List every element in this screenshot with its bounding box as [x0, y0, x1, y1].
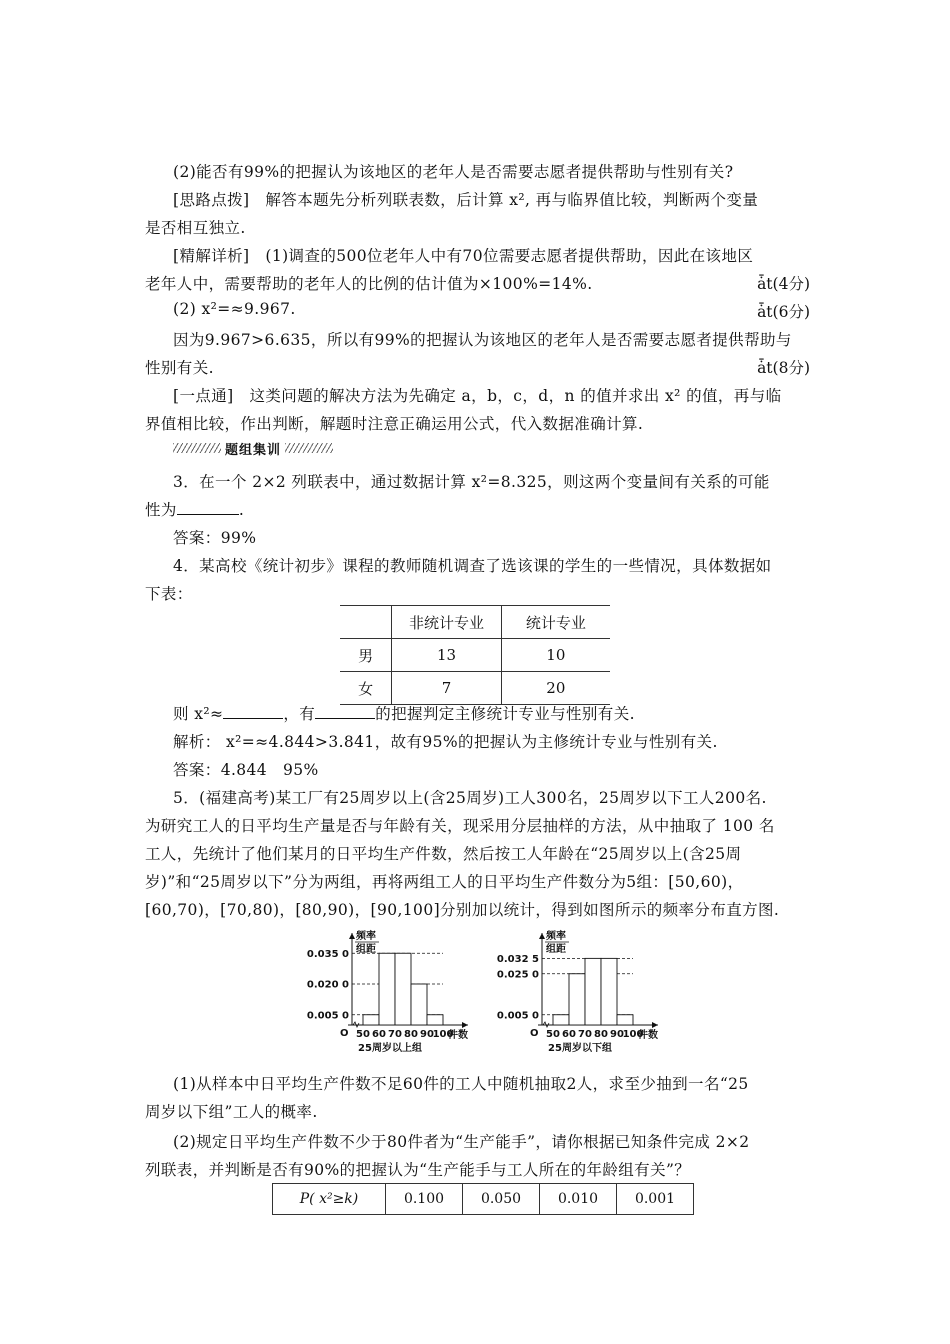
- y-tick-label: 0.025 0: [496, 969, 539, 981]
- hint-line-1: [思路点拨] 解答本题先分析列联表数，后计算 x², 再与临界值比较，判断两个变量: [173, 191, 759, 209]
- table-cell: 7: [392, 672, 501, 705]
- table-cell: 10: [501, 639, 610, 672]
- y-tick-label: 0.032 5: [496, 953, 539, 965]
- sub-question-1-line-1: (1)从样本中日平均生产件数不足60件的工人中随机抽取2人，求至少抽到一名“25: [173, 1075, 749, 1093]
- section-banner: [173, 440, 333, 456]
- table-header: 非统计专业: [392, 606, 501, 639]
- y-axis-label-top: 频率: [356, 931, 376, 942]
- question-3-line-1: 3．在一个 2×2 列联表中，通过数据计算 x²=8.325，则这两个变量间有关系的可能: [173, 473, 770, 491]
- x-tick-label: 50: [356, 1029, 370, 1040]
- question-3-prefix: 性为: [145, 501, 177, 519]
- contingency-table: [340, 605, 610, 705]
- x-tick-label: 60: [372, 1029, 386, 1040]
- histogram-bar: [569, 974, 585, 1025]
- question-4-line-1: 4．某高校《统计初步》课程的教师随机调查了选该课的学生的一些情况，具体数据如: [173, 557, 772, 575]
- question-4-fill-line: [173, 702, 635, 724]
- x-tick-label: 70: [388, 1029, 402, 1040]
- histogram-bar: [617, 1015, 633, 1025]
- question-3-suffix: .: [238, 501, 245, 519]
- table-cell: 男: [340, 639, 392, 672]
- table-cell: 0.010: [540, 1184, 617, 1215]
- table-row: [340, 606, 610, 639]
- sub-question-2-line-1: (2)规定日平均生产件数不少于80件者为“生产能手”，请你根据已知条件完成 2×2: [173, 1133, 750, 1151]
- y-axis-arrow-icon: [349, 933, 355, 939]
- table-cell: 20: [501, 672, 610, 705]
- y-tick-label: 0.005 0: [306, 1010, 349, 1022]
- x-axis-label: 件数: [638, 1030, 658, 1041]
- y-tick-label: 0.035 0: [306, 948, 349, 960]
- x-axis-label: 件数: [448, 1030, 468, 1041]
- banner-title: 题组集训: [225, 442, 282, 458]
- analysis-line-3: (2) x²=≈9.967.: [173, 300, 296, 318]
- x-axis-arrow-icon: [462, 1022, 468, 1028]
- y-axis-arrow-icon: [539, 933, 545, 939]
- question-5-line-4: 岁)”和“25周岁以下”分为两组，再将两组工人的日平均生产件数分为5组：[50,60)，: [145, 873, 744, 891]
- question-5-line-3: 工人，先统计了他们某月的日平均生产件数，然后按工人年龄在“25周岁以上(含25周: [145, 845, 742, 863]
- sub-question-2-line-2: 列联表，并判断是否有90%的把握认为“生产能手与工人所在的年龄组有关”？: [145, 1161, 691, 1179]
- analysis-line-5: 性别有关.: [145, 359, 214, 377]
- question-4-solution: 解析： x²=≈4.844>3.841，故有95%的把握认为主修统计专业与性别有关.: [173, 733, 718, 751]
- question-5-line-2: 为研究工人的日平均生产量是否与年龄有关，现采用分层抽样的方法，从中抽取了 100 名: [145, 817, 775, 835]
- origin-label: O: [340, 1028, 349, 1039]
- y-axis-label-bottom: 组距: [356, 944, 376, 955]
- score-4: ǡt(4分): [757, 275, 810, 293]
- analysis-line-1: [精解详析] (1)调查的500位老年人中有70位需要志愿者提供帮助，因此在该地区: [173, 247, 754, 265]
- histogram-bar: [411, 984, 427, 1025]
- analysis-line-2: 老年人中，需要帮助的老年人的比例的估计值为×100%=14%.: [145, 275, 593, 293]
- table-cell: 0.100: [386, 1184, 463, 1215]
- question-5-line-1: 5．(福建高考)某工厂有25周岁以上(含25周岁)工人300名，25周岁以下工人200名.: [173, 789, 767, 807]
- histogram-bar: [427, 1015, 443, 1025]
- histogram-bar: [553, 1015, 569, 1025]
- question-2-text: (2)能否有99%的把握认为该地区的老年人是否需要志愿者提供帮助与性别有关?: [173, 163, 734, 181]
- table-cell: 13: [392, 639, 501, 672]
- hint-line-2: 是否相互独立.: [145, 219, 246, 237]
- table-row: [273, 1184, 694, 1215]
- histogram-bar: [395, 953, 411, 1025]
- analysis-line-4: 因为9.967>6.635，所以有99%的把握认为该地区的老年人是否需要志愿者提供帮助与: [173, 331, 792, 349]
- x-tick-label: 60: [562, 1029, 576, 1040]
- x-tick-label: 50: [546, 1029, 560, 1040]
- histogram-bar: [585, 958, 601, 1025]
- question-4-line-2: 下表：: [145, 585, 193, 603]
- fill-middle: ，有: [283, 705, 316, 723]
- fill-suffix: 的把握判定主修统计专业与性别有关.: [375, 705, 635, 723]
- answer-blank: [223, 704, 283, 719]
- histogram-bar: [601, 958, 617, 1025]
- y-tick-label: 0.005 0: [496, 1010, 539, 1022]
- y-axis-label-bottom: 组距: [546, 944, 566, 955]
- question-5-line-5: [60,70)，[70,80)，[80,90)，[90,100]分别加以统计，得到如图所示的频率分布直方图.: [145, 901, 780, 919]
- hatch-decoration-left: [173, 443, 221, 453]
- x-tick-label: 80: [404, 1029, 418, 1040]
- answer-blank: [177, 500, 239, 515]
- sub-question-1-line-2: 周岁以下组”工人的概率.: [145, 1103, 318, 1121]
- histogram-bar: [363, 1015, 379, 1025]
- histogram-under-25: [490, 925, 670, 1055]
- y-axis-label-top: 频率: [546, 931, 566, 942]
- question-3-line-2: [145, 498, 244, 520]
- histogram-over-25: [300, 925, 480, 1055]
- y-tick-label: 0.020 0: [306, 979, 349, 991]
- x-tick-label: 80: [594, 1029, 608, 1040]
- question-4-answer: 答案：4.844 95%: [173, 761, 319, 779]
- table-row: [340, 672, 610, 705]
- table-header: 统计专业: [501, 606, 610, 639]
- x-tick-label: 70: [578, 1029, 592, 1040]
- x-tick-label: 90: [420, 1029, 434, 1040]
- answer-blank: [315, 704, 375, 719]
- origin-label: O: [530, 1028, 539, 1039]
- score-6: ǡt(6分): [757, 303, 810, 321]
- score-8: ǡt(8分): [757, 359, 810, 377]
- x-tick-label: 90: [610, 1029, 624, 1040]
- summary-line-1: [一点通] 这类问题的解决方法为先确定 a，b，c，d，n 的值并求出 x² 的值，再与临: [173, 387, 782, 405]
- table-row: [340, 639, 610, 672]
- table-header: P( x²≥k): [273, 1184, 386, 1215]
- x-tick-label: 100: [622, 1029, 644, 1040]
- table-cell: 0.050: [463, 1184, 540, 1215]
- table-cell: 女: [340, 672, 392, 705]
- hatch-decoration-right: [285, 443, 333, 453]
- x-axis-arrow-icon: [652, 1022, 658, 1028]
- x-tick-label: 100: [432, 1029, 454, 1040]
- table-cell: [340, 606, 392, 639]
- summary-line-2: 界值相比较，作出判断，解题时注意正确运用公式，代入数据准确计算.: [145, 415, 644, 433]
- table-cell: 0.001: [617, 1184, 694, 1215]
- probability-table: [272, 1183, 694, 1215]
- histogram-bar: [379, 953, 395, 1025]
- question-3-answer: 答案：99%: [173, 529, 257, 547]
- fill-prefix: 则 x²≈: [173, 705, 224, 723]
- chart-title: 25周岁以下组: [548, 1043, 612, 1054]
- chart-title: 25周岁以上组: [358, 1043, 422, 1054]
